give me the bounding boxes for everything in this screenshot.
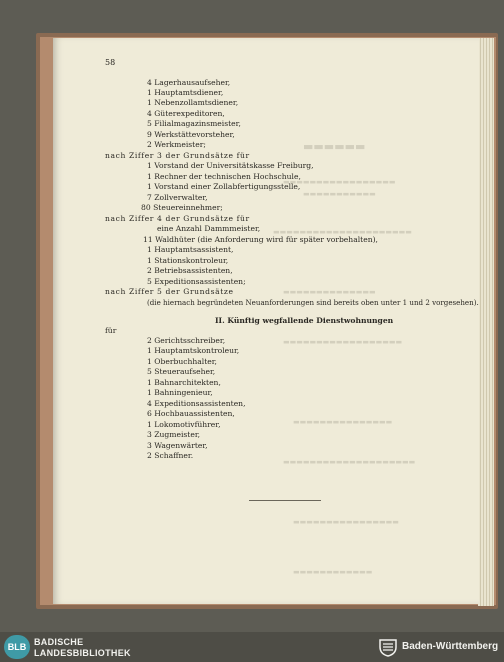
- baden-wuerttemberg-crest-icon[interactable]: [378, 637, 398, 657]
- text-line: 2 Betriebsassistenten,: [147, 266, 233, 275]
- text-line: 1 Stationskontroleur,: [147, 256, 229, 265]
- bleed-through: ▬▬▬▬▬▬▬▬▬▬▬▬▬▬▬▬▬▬▬▬▬: [273, 228, 412, 236]
- bleed-through: ▬▬▬▬▬▬▬▬▬▬▬▬▬▬▬▬▬: [283, 178, 396, 186]
- text-line: 2 Gerichtsschreiber,: [147, 336, 226, 345]
- bleed-through: ▬▬▬▬▬▬▬▬▬▬▬▬▬▬: [283, 288, 376, 296]
- text-line: (die hiernach begründeten Neuanforderungen sind bereits oben unter 1 und 2 vorgesehen).: [147, 298, 479, 307]
- section-heading: nach Ziffer 3 der Grundsätze für: [105, 151, 250, 160]
- text-line: 1 Hauptamtskontroleur,: [147, 346, 240, 355]
- library-name-line1: BADISCHE: [34, 637, 84, 647]
- section-heading: nach Ziffer 4 der Grundsätze für: [105, 214, 250, 223]
- text-line: 4 Expeditionsassistenten,: [147, 399, 246, 408]
- book-page: [53, 38, 479, 604]
- text-line: 3 Wagenwärter,: [147, 441, 208, 450]
- footer-bar: [0, 632, 504, 662]
- text-line: 1 Oberbuchhalter,: [147, 357, 217, 366]
- text-line: 1 Bahningenieur,: [147, 388, 213, 397]
- text-line: 11 Waldhüter (die Anforderung wird für später vorbehalten),: [143, 235, 378, 244]
- text-line: 2 Schaffner.: [147, 451, 194, 460]
- text-line: eine Anzahl Dammmeister,: [157, 224, 261, 233]
- text-line: 7 Zollverwalter,: [147, 193, 208, 202]
- text-line: 1 Bahnarchitekten,: [147, 378, 221, 387]
- bleed-through: ▬▬▬▬▬▬: [303, 140, 366, 153]
- text-line: 1 Hauptamtsassistent,: [147, 245, 234, 254]
- text-line: 1 Nebenzollamtsdiener,: [147, 98, 239, 107]
- text-line: 80 Steuereinnehmer;: [141, 203, 223, 212]
- text-line: 9 Werkstättevorsteher,: [147, 130, 235, 139]
- bleed-through: ▬▬▬▬▬▬▬▬▬▬▬▬▬▬▬▬▬▬: [283, 338, 403, 346]
- text-line: 2 Werkmeister;: [147, 140, 206, 149]
- library-name-line2: LANDESBIBLIOTHEK: [34, 648, 131, 658]
- text-line: für: [105, 326, 117, 335]
- page-edges: [478, 38, 494, 606]
- text-line: 6 Hochbauassistenten,: [147, 409, 235, 418]
- section-title: II. Künftig wegfallende Dienstwohnungen: [215, 316, 394, 325]
- text-line: 4 Lagerhausaufseher,: [147, 78, 231, 87]
- bleed-through: ▬▬▬▬▬▬▬▬▬▬▬▬▬▬▬: [293, 418, 393, 426]
- bleed-through: ▬▬▬▬▬▬▬▬▬▬▬: [303, 190, 376, 198]
- bleed-through: ▬▬▬▬▬▬▬▬▬▬▬▬: [293, 568, 373, 576]
- state-name: Baden-Württemberg: [402, 641, 499, 652]
- text-line: 1 Vorstand der Universitätskasse Freiburg,: [147, 161, 314, 170]
- bleed-through: ▬▬▬▬▬▬▬▬▬▬▬▬▬▬▬▬▬▬▬▬: [283, 458, 416, 466]
- page-number: 58: [105, 58, 116, 67]
- text-line: 4 Güterexpeditoren,: [147, 109, 225, 118]
- text-line: 1 Vorstand einer Zollabfertigungsstelle,: [147, 182, 301, 191]
- text-line: 1 Hauptamtsdiener,: [147, 88, 224, 97]
- text-line: 1 Lokomotivführer,: [147, 420, 221, 429]
- section-heading: nach Ziffer 5 der Grundsätze: [105, 287, 234, 296]
- page-text: [53, 38, 479, 604]
- blb-logo-icon[interactable]: BLB: [4, 635, 30, 659]
- separator-rule: [249, 500, 321, 501]
- text-line: 3 Zugmeister,: [147, 430, 201, 439]
- text-line: 5 Steueraufseher,: [147, 367, 216, 376]
- text-line: 1 Rechner der technischen Hochschule,: [147, 172, 301, 181]
- bleed-through: ▬▬▬▬▬▬▬▬▬▬▬▬▬▬▬▬: [293, 518, 399, 526]
- text-line: 5 Expeditionsassistenten;: [147, 277, 246, 286]
- text-line: 5 Filialmagazinsmeister,: [147, 119, 241, 128]
